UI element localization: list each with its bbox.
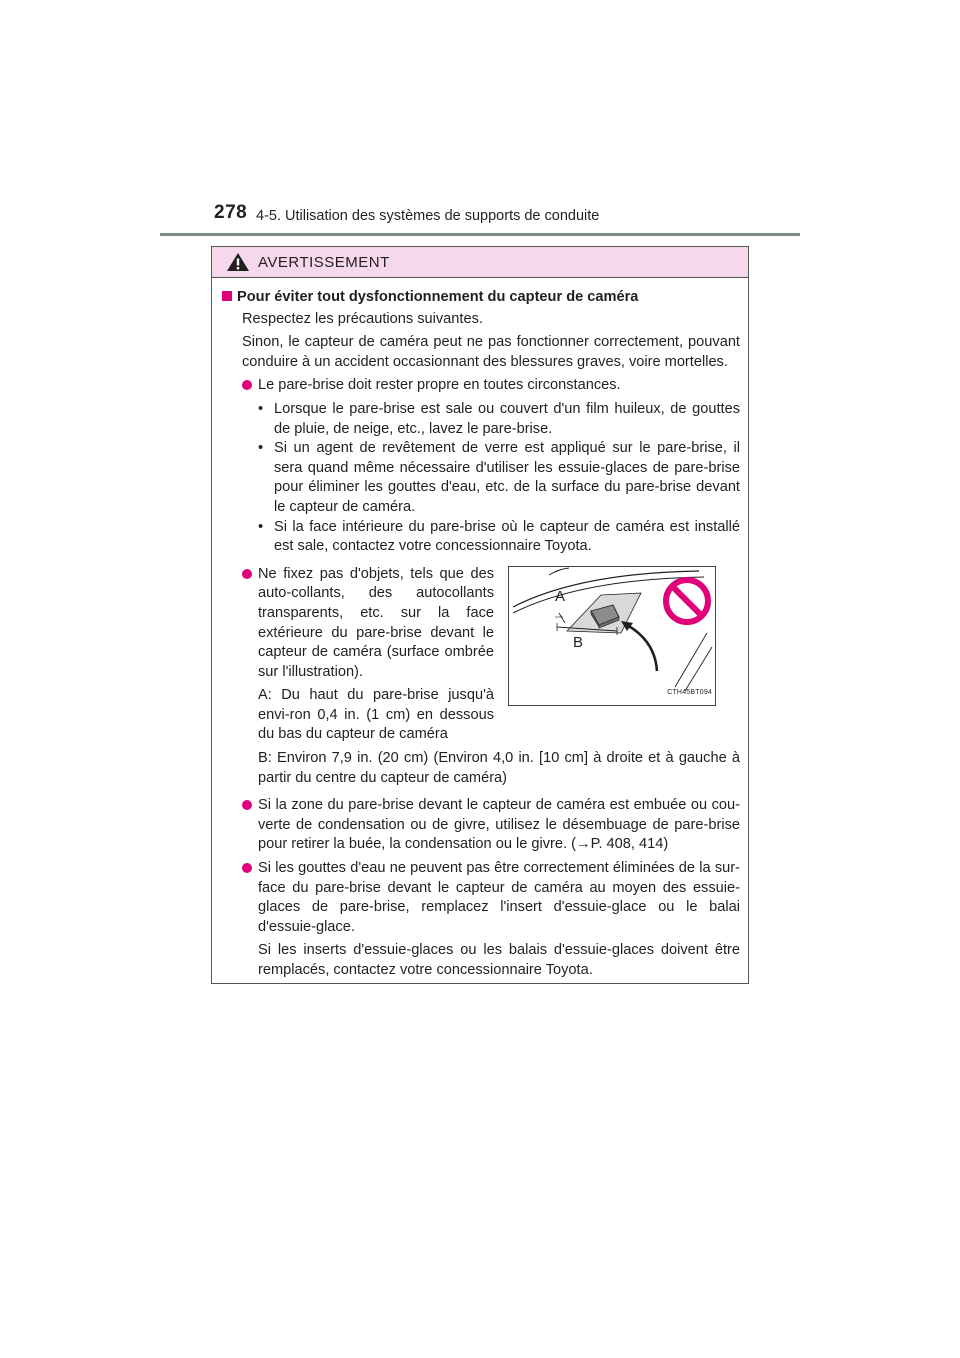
page-number: 278	[214, 202, 248, 223]
intro-paragraph-1: Respectez les précautions suivantes.	[242, 310, 483, 327]
sub-item-text: Si un agent de revêtement de verre est appliqué sur le pare-brise, il sera quand même nécessaire d'utiliser les essuie-glaces de pare-brise pour éliminer les gouttes d'eau, etc. de la surface du pare-brise devant le capteur de caméra.	[274, 440, 740, 515]
sub-list	[222, 400, 740, 557]
bullet-text-3: Si la zone du pare-brise devant le capteur de caméra est embuée ou cou-verte de condensation ou de givre, utilisez le désembuage de pare-brise pour retirer la buée, la condensation ou le givre. (→P. 408, 414)	[258, 797, 740, 853]
intro-paragraph-2: Sinon, le capteur de caméra peut ne pas fonctionner correctement, pouvant conduire à un accident occasionnant des blessures graves, voire mortelles.	[242, 334, 740, 370]
dot-bullet-icon	[242, 380, 252, 390]
caption-b: B: Environ 7,9 in. (20 cm) (Environ 4,0 in. [10 cm] à droite et à gauche à partir du centre du capteur de caméra)	[258, 750, 740, 786]
dot-bullet-icon	[242, 569, 252, 579]
sub-bullet-mark: •	[258, 518, 264, 535]
sub-item	[258, 518, 740, 557]
bullet-text-1: Le pare-brise doit rester propre en toutes circonstances.	[258, 377, 621, 394]
prohibition-icon	[666, 580, 708, 622]
figure-code: CTH45BT094	[667, 689, 712, 697]
warning-heading	[222, 288, 740, 308]
warning-heading-text: Pour éviter tout dysfonctionnement du capteur de caméra	[237, 289, 639, 305]
sub-item-text: Si la face intérieure du pare-brise où le capteur de caméra est installé est sale, contactez votre concessionnaire Toyota.	[274, 518, 740, 555]
closing-paragraph: Si les inserts d'essuie-glaces ou les balais d'essuie-glaces doivent être remplacés, contactez votre concessionnaire Toyota.	[258, 942, 740, 978]
sub-item-text: Lorsque le pare-brise est sale ou couvert d'un film huileux, de gouttes de pluie, de neige, etc., lavez le pare-brise.	[274, 400, 740, 437]
warning-triangle-icon	[226, 252, 250, 272]
sub-item	[258, 400, 740, 439]
figure-row	[222, 565, 740, 745]
windshield-illustration	[508, 566, 716, 706]
warning-body	[212, 278, 748, 983]
sub-bullet-mark: •	[258, 400, 264, 417]
label-a: A	[555, 587, 566, 605]
figure-text	[222, 565, 494, 745]
bullet-item-2	[222, 565, 494, 683]
bullet-item-4	[222, 859, 740, 937]
warning-box	[211, 246, 749, 984]
warning-header	[212, 247, 748, 278]
warning-label: AVERTISSEMENT	[258, 253, 390, 271]
bullet-item-3	[222, 796, 740, 855]
caption-a: A: Du haut du pare-brise jusqu'à envi-ron 0,4 in. (1 cm) en dessous du bas du capteur de caméra	[258, 687, 494, 743]
label-b: B	[573, 633, 584, 651]
sub-item	[258, 439, 740, 517]
section-title: 4-5. Utilisation des systèmes de supports de conduite	[256, 208, 600, 224]
bullet-text-2: Ne fixez pas d'objets, tels que des auto-collants, des autocollants transparents, etc. sur la face extérieure du pare-brise devant le capteur de caméra (surface ombrée sur l'illustration).	[258, 565, 494, 680]
bullet-text-4: Si les gouttes d'eau ne peuvent pas être correctement éliminées de la sur-face du pare-brise devant le capteur de caméra au moyen des essuie-glaces de pare-brise, remplacez l'insert d'essuie-glace ou le balai d'essuie-glace.	[258, 860, 740, 935]
square-bullet-icon	[222, 291, 232, 301]
header-rule	[160, 233, 800, 236]
dot-bullet-icon	[242, 800, 252, 810]
sub-bullet-mark: •	[258, 440, 264, 457]
dot-bullet-icon	[242, 863, 252, 873]
bullet-item-1	[222, 376, 740, 396]
